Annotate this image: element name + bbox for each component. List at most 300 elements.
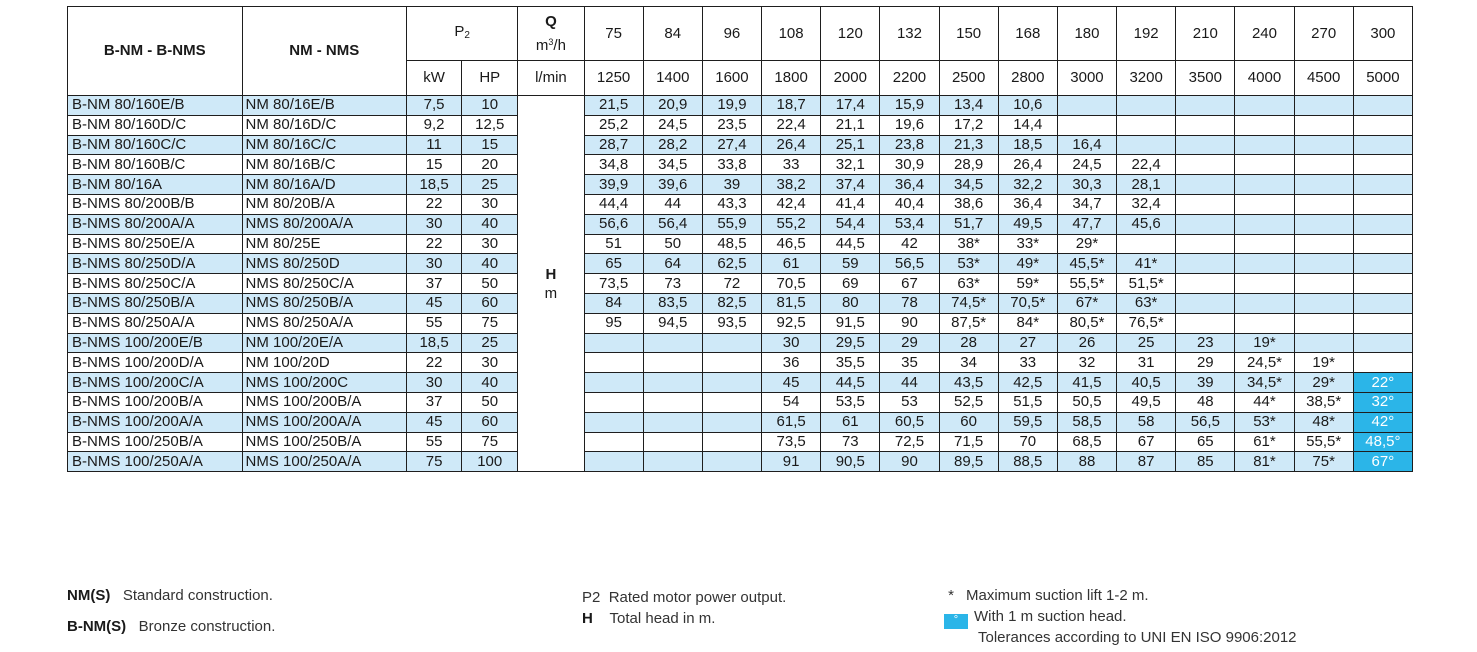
table-row xyxy=(68,274,1413,294)
model-b-nm-cell: B-NMS 80/250D/A xyxy=(68,254,243,274)
power-kw-cell: 55 xyxy=(407,313,462,333)
head-value-cell: 41,5 xyxy=(1057,373,1116,393)
table-row xyxy=(68,392,1413,412)
head-value-cell xyxy=(1176,96,1235,116)
flow-m3h-value: 168 xyxy=(998,7,1057,61)
head-value-cell: 39 xyxy=(702,175,761,195)
power-hp-cell: 25 xyxy=(462,175,518,195)
footnote-tolerance: Tolerances according to UNI EN ISO 9906:2012 xyxy=(978,629,1297,646)
head-value-cell xyxy=(1235,155,1294,175)
table-row xyxy=(68,96,1413,116)
head-value-cell xyxy=(1117,96,1176,116)
head-value-cell xyxy=(1353,155,1412,175)
head-value-cell: 53* xyxy=(939,254,998,274)
head-value-cell xyxy=(584,452,643,472)
head-value-cell: 33 xyxy=(762,155,821,175)
head-value-cell: 58,5 xyxy=(1057,412,1116,432)
head-value-cell xyxy=(1117,115,1176,135)
head-value-cell: 22° xyxy=(1353,373,1412,393)
head-value-cell: 59,5 xyxy=(998,412,1057,432)
head-value-cell xyxy=(1235,175,1294,195)
head-value-cell xyxy=(1294,214,1353,234)
footnote-bronze xyxy=(67,618,275,635)
head-value-cell: 44,5 xyxy=(821,234,880,254)
footnote-p2 xyxy=(582,589,786,606)
head-value-cell: 44,5 xyxy=(821,373,880,393)
head-value-cell xyxy=(702,353,761,373)
head-value-cell xyxy=(1294,313,1353,333)
table-row xyxy=(68,333,1413,353)
table-row xyxy=(68,293,1413,313)
power-kw-cell: 45 xyxy=(407,412,462,432)
head-value-cell: 45 xyxy=(762,373,821,393)
header-b-nm-models: B-NM - B-NMS xyxy=(68,7,243,96)
footnote-p2-text: Rated motor power output. xyxy=(608,589,787,606)
head-value-cell: 32 xyxy=(1057,353,1116,373)
head-value-cell: 32,4 xyxy=(1117,194,1176,214)
flow-lmin-value: 3500 xyxy=(1176,61,1235,96)
head-value-cell xyxy=(584,432,643,452)
head-value-cell: 28,2 xyxy=(643,135,702,155)
head-value-cell: 44 xyxy=(643,194,702,214)
head-value-cell: 54,4 xyxy=(821,214,880,234)
flow-lmin-value: 2800 xyxy=(998,61,1057,96)
head-value-cell: 70 xyxy=(998,432,1057,452)
head-value-cell: 38* xyxy=(939,234,998,254)
head-value-cell: 38,6 xyxy=(939,194,998,214)
head-value-cell: 28,7 xyxy=(584,135,643,155)
head-value-cell xyxy=(643,432,702,452)
model-nm-cell: NM 80/16C/C xyxy=(242,135,406,155)
head-value-cell: 30,3 xyxy=(1057,175,1116,195)
head-value-cell: 42° xyxy=(1353,412,1412,432)
head-value-cell: 38,5* xyxy=(1294,392,1353,412)
power-hp-cell: 50 xyxy=(462,392,518,412)
head-value-cell: 23,8 xyxy=(880,135,939,155)
power-hp-cell: 75 xyxy=(462,432,518,452)
head-value-cell: 32,2 xyxy=(998,175,1057,195)
head-value-cell: 68,5 xyxy=(1057,432,1116,452)
table-row xyxy=(68,175,1413,195)
flow-m3h-value: 150 xyxy=(939,7,998,61)
head-value-cell: 46,5 xyxy=(762,234,821,254)
head-value-cell xyxy=(1235,234,1294,254)
head-value-cell: 94,5 xyxy=(643,313,702,333)
head-value-cell xyxy=(1235,135,1294,155)
power-kw-cell: 37 xyxy=(407,274,462,294)
head-value-cell: 73 xyxy=(643,274,702,294)
head-value-cell: 17,2 xyxy=(939,115,998,135)
head-value-cell: 60,5 xyxy=(880,412,939,432)
power-kw-cell: 18,5 xyxy=(407,175,462,195)
head-value-cell xyxy=(1353,115,1412,135)
table-row xyxy=(68,155,1413,175)
footnote-star-text: Maximum suction lift 1-2 m. xyxy=(966,587,1149,604)
head-value-cell: 18,7 xyxy=(762,96,821,116)
head-value-cell: 31 xyxy=(1117,353,1176,373)
head-value-cell: 64 xyxy=(643,254,702,274)
head-value-cell: 18,5 xyxy=(998,135,1057,155)
model-b-nm-cell: B-NMS 80/200A/A xyxy=(68,214,243,234)
head-value-cell: 61,5 xyxy=(762,412,821,432)
head-value-cell: 34,7 xyxy=(1057,194,1116,214)
table-row xyxy=(68,432,1413,452)
model-nm-cell: NMS 80/250C/A xyxy=(242,274,406,294)
flow-lmin-value: 1400 xyxy=(643,61,702,96)
head-value-cell xyxy=(1294,274,1353,294)
head-value-cell: 59 xyxy=(821,254,880,274)
head-value-cell: 42,4 xyxy=(762,194,821,214)
head-value-cell: 73 xyxy=(821,432,880,452)
head-value-cell xyxy=(1057,96,1116,116)
head-value-cell: 34,5 xyxy=(643,155,702,175)
head-value-cell: 53,5 xyxy=(821,392,880,412)
flow-m3h-value: 210 xyxy=(1176,7,1235,61)
head-value-cell xyxy=(1353,313,1412,333)
head-value-cell: 89,5 xyxy=(939,452,998,472)
head-value-cell: 67 xyxy=(1117,432,1176,452)
power-label: P xyxy=(454,22,465,40)
table-row xyxy=(68,373,1413,393)
head-value-cell: 80 xyxy=(821,293,880,313)
head-value-cell: 38,2 xyxy=(762,175,821,195)
power-hp-cell: 40 xyxy=(462,214,518,234)
power-kw-cell: 30 xyxy=(407,373,462,393)
head-value-cell xyxy=(702,373,761,393)
flow-m3h-value: 96 xyxy=(702,7,761,61)
head-value-cell: 34 xyxy=(939,353,998,373)
model-b-nm-cell: B-NMS 80/250C/A xyxy=(68,274,243,294)
head-value-cell: 56,6 xyxy=(584,214,643,234)
head-value-cell xyxy=(1176,175,1235,195)
head-value-cell: 76,5* xyxy=(1117,313,1176,333)
head-value-cell: 43,5 xyxy=(939,373,998,393)
model-b-nm-cell: B-NMS 100/200B/A xyxy=(68,392,243,412)
head-value-cell xyxy=(1176,115,1235,135)
head-value-cell: 28 xyxy=(939,333,998,353)
flow-lmin-value: 1250 xyxy=(584,61,643,96)
pump-performance-table xyxy=(67,6,1413,472)
head-value-cell: 63* xyxy=(939,274,998,294)
head-value-cell: 45,6 xyxy=(1117,214,1176,234)
head-value-cell: 75* xyxy=(1294,452,1353,472)
head-value-cell: 29 xyxy=(1176,353,1235,373)
flow-m3h-value: 240 xyxy=(1235,7,1294,61)
head-value-cell xyxy=(584,392,643,412)
footnote-head xyxy=(582,610,715,627)
model-nm-cell: NMS 80/250A/A xyxy=(242,313,406,333)
power-hp-cell: 60 xyxy=(462,293,518,313)
head-value-cell xyxy=(1176,135,1235,155)
head-value-cell xyxy=(1235,274,1294,294)
head-value-cell xyxy=(1235,214,1294,234)
head-value-cell: 29* xyxy=(1294,373,1353,393)
model-nm-cell: NMS 100/250B/A xyxy=(242,432,406,452)
head-value-cell: 87 xyxy=(1117,452,1176,472)
head-value-cell xyxy=(702,452,761,472)
head-value-cell: 52,5 xyxy=(939,392,998,412)
head-value-cell: 48 xyxy=(1176,392,1235,412)
head-value-cell: 78 xyxy=(880,293,939,313)
power-hp-cell: 30 xyxy=(462,353,518,373)
power-hp-cell: 50 xyxy=(462,274,518,294)
footnote-bronze-key: B-NM(S) xyxy=(67,618,127,635)
head-value-cell xyxy=(1294,333,1353,353)
table-row xyxy=(68,194,1413,214)
head-value-cell: 83,5 xyxy=(643,293,702,313)
model-nm-cell: NMS 100/200C xyxy=(242,373,406,393)
head-value-cell xyxy=(1117,135,1176,155)
power-hp-cell: 75 xyxy=(462,313,518,333)
head-value-cell xyxy=(1057,115,1116,135)
head-value-cell xyxy=(1176,214,1235,234)
head-value-cell xyxy=(643,412,702,432)
power-kw-cell: 22 xyxy=(407,234,462,254)
power-kw-cell: 55 xyxy=(407,432,462,452)
table-row xyxy=(68,254,1413,274)
head-value-cell: 40,5 xyxy=(1117,373,1176,393)
model-nm-cell: NMS 80/200A/A xyxy=(242,214,406,234)
head-value-cell: 50 xyxy=(643,234,702,254)
model-b-nm-cell: B-NMS 100/200E/B xyxy=(68,333,243,353)
head-value-cell: 24,5 xyxy=(1057,155,1116,175)
head-value-cell xyxy=(1294,155,1353,175)
model-b-nm-cell: B-NMS 80/250E/A xyxy=(68,234,243,254)
head-value-cell: 13,4 xyxy=(939,96,998,116)
head-value-cell xyxy=(1294,96,1353,116)
head-value-cell xyxy=(584,333,643,353)
flow-lmin-value: 1600 xyxy=(702,61,761,96)
head-value-cell: 20,9 xyxy=(643,96,702,116)
head-value-cell: 88 xyxy=(1057,452,1116,472)
head-value-cell: 36,4 xyxy=(880,175,939,195)
head-value-cell: 14,4 xyxy=(998,115,1057,135)
head-value-cell: 23,5 xyxy=(702,115,761,135)
model-b-nm-cell: B-NMS 100/250A/A xyxy=(68,452,243,472)
head-value-cell xyxy=(1176,313,1235,333)
footnote-star xyxy=(944,587,1149,604)
model-nm-cell: NMS 100/200B/A xyxy=(242,392,406,412)
head-value-cell: 53 xyxy=(880,392,939,412)
head-value-cell: 42 xyxy=(880,234,939,254)
head-value-cell: 67* xyxy=(1057,293,1116,313)
head-value-cell: 22,4 xyxy=(762,115,821,135)
head-value-cell: 92,5 xyxy=(762,313,821,333)
head-value-cell: 69 xyxy=(821,274,880,294)
head-value-cell: 50,5 xyxy=(1057,392,1116,412)
head-value-cell: 56,5 xyxy=(1176,412,1235,432)
head-value-cell: 42,5 xyxy=(998,373,1057,393)
head-value-cell: 59* xyxy=(998,274,1057,294)
model-nm-cell: NM 80/16E/B xyxy=(242,96,406,116)
head-value-cell: 90 xyxy=(880,452,939,472)
head-value-cell: 27 xyxy=(998,333,1057,353)
power-hp-cell: 40 xyxy=(462,373,518,393)
power-hp-cell: 12,5 xyxy=(462,115,518,135)
head-value-cell: 90 xyxy=(880,313,939,333)
head-value-cell: 49,5 xyxy=(1117,392,1176,412)
head-value-cell: 27,4 xyxy=(702,135,761,155)
head-value-cell: 24,5* xyxy=(1235,353,1294,373)
head-value-cell: 32,1 xyxy=(821,155,880,175)
head-value-cell: 65 xyxy=(1176,432,1235,452)
power-hp-cell: 25 xyxy=(462,333,518,353)
head-value-cell: 90,5 xyxy=(821,452,880,472)
head-value-cell: 39 xyxy=(1176,373,1235,393)
head-value-cell: 48* xyxy=(1294,412,1353,432)
head-value-cell: 32° xyxy=(1353,392,1412,412)
footnote-standard xyxy=(67,587,273,604)
head-value-cell xyxy=(1353,135,1412,155)
head-value-cell: 39,9 xyxy=(584,175,643,195)
model-nm-cell: NM 100/20E/A xyxy=(242,333,406,353)
head-value-cell xyxy=(702,392,761,412)
flow-lmin-value: 5000 xyxy=(1353,61,1412,96)
head-value-cell: 26 xyxy=(1057,333,1116,353)
table-row xyxy=(68,135,1413,155)
header-flow-unit xyxy=(518,7,584,61)
asterisk-icon: * xyxy=(948,587,954,604)
head-value-cell xyxy=(1353,96,1412,116)
header-hp: HP xyxy=(462,61,518,96)
flow-m3h-value: 270 xyxy=(1294,7,1353,61)
model-b-nm-cell: B-NMS 80/250A/A xyxy=(68,313,243,333)
header-nm-models: NM - NMS xyxy=(242,7,406,96)
model-nm-cell: NM 80/16B/C xyxy=(242,155,406,175)
footnote-standard-key: NM(S) xyxy=(67,587,111,604)
power-hp-cell: 60 xyxy=(462,412,518,432)
head-value-cell: 58 xyxy=(1117,412,1176,432)
table-row xyxy=(68,115,1413,135)
footnote-standard-text: Standard construction. xyxy=(122,587,273,604)
head-value-cell xyxy=(1176,155,1235,175)
head-value-cell: 41,4 xyxy=(821,194,880,214)
head-unit: m xyxy=(544,284,558,302)
head-value-cell xyxy=(643,373,702,393)
table-row xyxy=(68,313,1413,333)
flow-unit-m3h: $m^3/h$ xyxy=(535,36,566,54)
model-b-nm-cell: B-NM 80/160E/B xyxy=(68,96,243,116)
flow-lmin-value: 2000 xyxy=(821,61,880,96)
head-value-cell: 41* xyxy=(1117,254,1176,274)
head-value-cell xyxy=(584,412,643,432)
power-kw-cell: 15 xyxy=(407,155,462,175)
head-value-cell: 40,4 xyxy=(880,194,939,214)
head-value-cell: 16,4 xyxy=(1057,135,1116,155)
head-value-cell: 15,9 xyxy=(880,96,939,116)
head-value-cell: 93,5 xyxy=(702,313,761,333)
footnote-bronze-text: Bronze construction. xyxy=(138,618,276,635)
head-value-cell xyxy=(1294,175,1353,195)
head-value-cell xyxy=(1294,115,1353,135)
flow-m3h-value: 192 xyxy=(1117,7,1176,61)
head-value-cell: 71,5 xyxy=(939,432,998,452)
power-kw-cell: 9,2 xyxy=(407,115,462,135)
head-value-cell: 35 xyxy=(880,353,939,373)
power-kw-cell: 18,5 xyxy=(407,333,462,353)
head-value-cell: 29* xyxy=(1057,234,1116,254)
head-value-cell: 81* xyxy=(1235,452,1294,472)
model-b-nm-cell: B-NM 80/160D/C xyxy=(68,115,243,135)
model-nm-cell: NM 100/20D xyxy=(242,353,406,373)
model-b-nm-cell: B-NMS 100/200C/A xyxy=(68,373,243,393)
head-value-cell: 56,5 xyxy=(880,254,939,274)
head-value-cell: 84 xyxy=(584,293,643,313)
table-row xyxy=(68,412,1413,432)
head-value-cell: 48,5° xyxy=(1353,432,1412,452)
suction-head-swatch-icon: ° xyxy=(944,614,968,629)
head-value-cell: 95 xyxy=(584,313,643,333)
head-value-cell xyxy=(584,373,643,393)
power-kw-cell: 22 xyxy=(407,194,462,214)
head-value-cell: 55,9 xyxy=(702,214,761,234)
head-value-cell: 47,7 xyxy=(1057,214,1116,234)
head-value-cell: 34,5* xyxy=(1235,373,1294,393)
head-value-cell: 61 xyxy=(762,254,821,274)
power-hp-cell: 100 xyxy=(462,452,518,472)
power-subscript: 2 xyxy=(464,29,470,41)
head-value-cell xyxy=(1235,115,1294,135)
head-value-cell xyxy=(1294,194,1353,214)
head-value-cell xyxy=(1294,293,1353,313)
head-value-cell: 51 xyxy=(584,234,643,254)
power-hp-cell: 10 xyxy=(462,96,518,116)
head-value-cell: 55,5* xyxy=(1057,274,1116,294)
head-value-cell: 81,5 xyxy=(762,293,821,313)
head-value-cell xyxy=(1235,194,1294,214)
head-value-cell: 61* xyxy=(1235,432,1294,452)
model-b-nm-cell: B-NM 80/160C/C xyxy=(68,135,243,155)
head-value-cell xyxy=(1353,293,1412,313)
model-nm-cell: NMS 100/200A/A xyxy=(242,412,406,432)
power-kw-cell: 30 xyxy=(407,254,462,274)
head-value-cell: 39,6 xyxy=(643,175,702,195)
head-value-cell: 61 xyxy=(821,412,880,432)
head-value-cell: 88,5 xyxy=(998,452,1057,472)
flow-lmin-value: 2200 xyxy=(880,61,939,96)
head-value-cell xyxy=(1176,254,1235,274)
head-value-cell xyxy=(1176,293,1235,313)
head-unit-cell xyxy=(518,96,584,472)
head-value-cell: 19,6 xyxy=(880,115,939,135)
power-kw-cell: 22 xyxy=(407,353,462,373)
head-value-cell xyxy=(702,412,761,432)
head-value-cell: 30,9 xyxy=(880,155,939,175)
head-value-cell: 73,5 xyxy=(762,432,821,452)
head-value-cell: 19,9 xyxy=(702,96,761,116)
head-value-cell: 55,5* xyxy=(1294,432,1353,452)
flow-lmin-value: 1800 xyxy=(762,61,821,96)
head-value-cell xyxy=(1353,234,1412,254)
head-value-cell: 33,8 xyxy=(702,155,761,175)
flow-label: Q xyxy=(545,12,557,30)
flow-m3h-value: 84 xyxy=(643,7,702,61)
table-row xyxy=(68,353,1413,373)
footnote-degree-text: With 1 m suction head. xyxy=(974,608,1127,625)
head-value-cell: 23 xyxy=(1176,333,1235,353)
model-b-nm-cell: B-NMS 80/250B/A xyxy=(68,293,243,313)
head-value-cell xyxy=(1176,234,1235,254)
head-value-cell: 91 xyxy=(762,452,821,472)
head-value-cell: 53* xyxy=(1235,412,1294,432)
head-value-cell xyxy=(1117,234,1176,254)
head-value-cell: 34,5 xyxy=(939,175,998,195)
table-row xyxy=(68,214,1413,234)
head-value-cell: 70,5 xyxy=(762,274,821,294)
flow-m3h-value: 108 xyxy=(762,7,821,61)
footnote-head-text: Total head in m. xyxy=(609,610,716,627)
head-value-cell: 51,7 xyxy=(939,214,998,234)
